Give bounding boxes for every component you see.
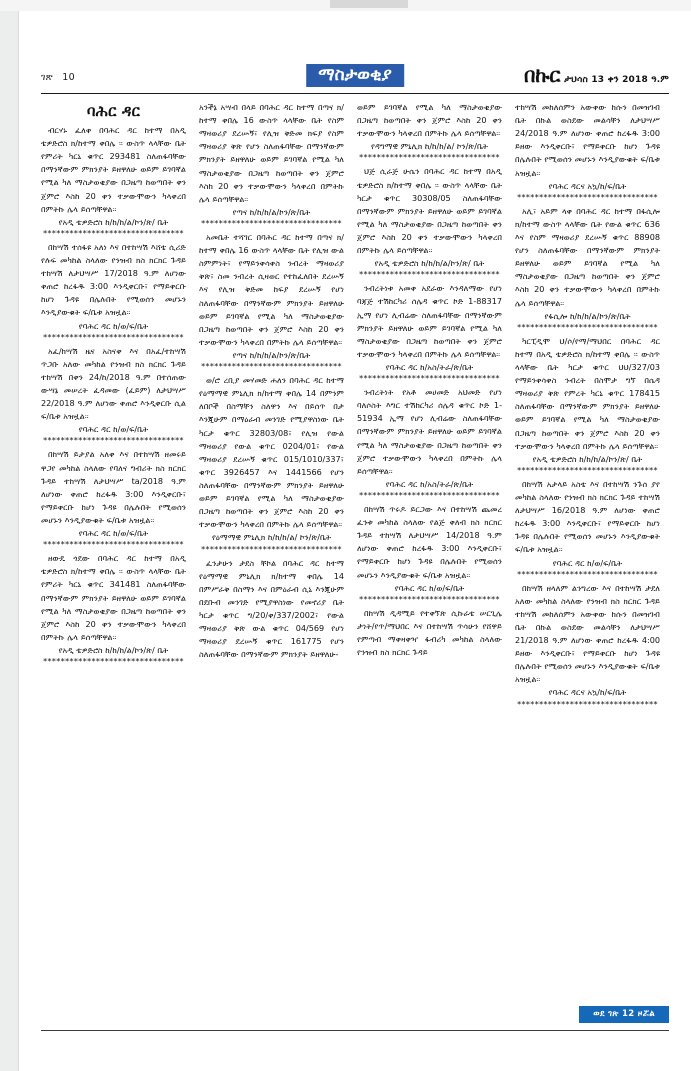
text-column <box>199 101 344 1031</box>
notice-block <box>199 101 344 230</box>
notice-block <box>41 124 186 240</box>
newspaper-page <box>19 11 691 1071</box>
notice-signature: የዳግማዊ ምኒሊክ ከ/ከ/ከ/ል/ ኮን/ጽ/ቤት <box>370 141 489 152</box>
notice-block <box>357 101 502 164</box>
notice-separator: ******************************** <box>517 192 658 202</box>
notice-paragraph: ንብረትነቱ አመቀ አደራው እንዳለማው የሆነ ባጃጅ ተሽከርካሪ ሰሌዳ ቁጥር ኮድ 1-88317 ኢማ የሆነ ሊብሬው ስለጠፋባቸው በማንኛውም ምክንያት ይዘዋለሁ ወይም ይገባኛል የሚል ካለ ማስታወቂያው በጋዜጣ ከወጣበት ቀን ጀምሮ ተቃውሞውን ካላቀረበ በምትኩ ሌላ ይሰጣቸዋል። <box>357 283 502 359</box>
notice-signature: የፋሲሎ ከ/ከ/ከ/ል/ኮን/ጽ/ቤት <box>544 310 631 321</box>
notice-signature: የአዲ ቴዎድሮስ ከ/ከ/ከ/ል/ኮን/ጽ/ ቤት <box>58 216 169 227</box>
nameplate-date: ታህሳስ 13 ቀን 2018 ዓ.ም <box>564 75 669 85</box>
notice-signature: የአዲ ቴዎድሮስ ከ/ከ/ከ/ል/ኮን/ጽ/ ቤት <box>532 453 643 464</box>
nameplate-title: በኩር <box>523 63 561 87</box>
notice-signature: የአዲ ቴዎድሮስ ከ/ከ/ከ/ል/ኮን/ጽ/ ቤት <box>374 258 485 269</box>
notice-separator: ******************************** <box>359 374 500 384</box>
notice-paragraph: አንችኔ አሣብ በላይ በባሕር ዳር ከተማ በጣና ክ/ከተማ ቀበሌ 16 ውስጥ ላላቸው ቤት የስም ማዛወሪያ ደረሡኝ፣ የሊዝ ቅድመ ክፍያ የስም ማዛወሪያ ቅጽ የሆን ስለጠፋባቸው በማንኛውም ምክንያት ይዘዋለሁ ወይም ይገባኛል የሚል ካለ ማስታወቂያው በጋዜጣ ከወጣበት ቀን ጀምሮ እስከ 20 ቀን ተቃውሞውን ካላቀረበ በምትኩ ሌላ ይሰጣቸዋል። <box>199 102 344 204</box>
notice-separator: ******************************** <box>359 594 500 604</box>
notice-signature: የጣና ከ/ከ/ከ/ል/ኮን/ጽ/ቤት <box>232 206 311 217</box>
notice-block <box>515 478 660 581</box>
notice-signature: የዕማማዊ ምኒሊክ ከ/ከ/ከ/ል/ ኮን/ጽ/ቤት <box>211 532 332 543</box>
notice-signature: የባሕር ዳር ከ/ወ/ፍ/ቤት <box>78 320 149 331</box>
notice-paragraph: ብርሃኑ ፈለቀ በባሕር ዳር ከተማ በአዲ ቴዎድሮስ ክ/ከተማ ቀበሌ ፡፡ ውስጥ ላላቸው ቤት የምሪት ካርኒ ቁጥር 293481 ስለጠፋባቸው በማንኛውም ምክንያት ይዘዋለሁ ወይም ይገባኛል የሚል ካለ ማስታወቂያው በጋዜጣ ከወጣበት ቀን ጀምሮ እስከ 20 ቀን ተቃውሞውን ካላቀረበ በምትኩ ሌላ ይሰጣቸዋል። <box>41 125 186 214</box>
notice-signature: የባሕር ዳር ከ/ወ/ፍ/ቤት <box>552 557 623 568</box>
notice-paragraph: ንብረትነት የአቶ መሀመድ አህመድ የሆነ ባለሶስት እግር ተሽከርካሪ ሰሌዳ ቁጥር ኮድ 1-51934 ኢማ የሆነ ሊብሬው ስለጠፋባቸው በማንኛውም ምክንያት ይዘዋለሁ ወይም ይገባኛል የሚል ካለ ማስታወቂያው በጋዜጣ ከወጣበት ቀን ጀምሮ ተቃውሞውን ካላቀረበ በምትኩ ሌላ ይሰጣቸዋል። <box>357 387 502 476</box>
section-heading: ባሕር ዳር <box>86 102 141 120</box>
notice-separator: ******************************** <box>43 657 184 667</box>
notice-paragraph: ወይም ይገባኛል የሚል ካለ ማስታወቂያው በጋዜጣ ከወጣበት ቀን ጀምሮ እስከ 20 ቀን ተቃውሞውን ካላቀረበ በምትኩ ሌላ ይሰጣቸዋል። <box>357 102 502 139</box>
notice-separator: ******************************** <box>201 218 342 228</box>
page-left-gutter <box>0 11 19 1071</box>
folio-label: ገጽ <box>41 72 53 83</box>
nameplate <box>524 63 669 87</box>
section-banner: ማስታወቂያ <box>306 64 404 87</box>
continue-to-page-badge[interactable]: ወደ ገጽ 12 ዞሯል <box>579 1006 669 1023</box>
notice-separator: ******************************** <box>43 436 184 446</box>
notice-signature: የባሕር ዳርና አኳ/ከ/ፍ/ቤት <box>548 180 627 191</box>
notice-signature: የባሕር ዳር ከ/ወ/ፍ/ቤት <box>78 528 149 539</box>
notice-block <box>199 557 344 662</box>
notice-paragraph: ዘውዴ ጎደው በባሕር ዳር ከተማ በአዲ ቴዎድሮስ ክ/ከተማ ቀበሌ ፡፡ ውስጥ ላላቸው ቤት የምሪት ካርኒ ቁጥር 341481 ስለጠፋባቸው በማንኛውም ምክንያት ይዘዋለሁ ወይም ይገባኛል የሚል ካለ ማስታወቂያው በጋዜጣ ከወጣበት ቀን ጀምሮ እስከ 20 ቀን ተቃውሞውን ካላቀረበ በምትኩ ሌላ ይሰጣቸዋል። <box>41 553 186 642</box>
folio-number: 10 <box>62 72 75 83</box>
notice-separator: ******************************** <box>201 544 342 554</box>
masthead-rule <box>41 93 669 94</box>
notice-signature: የባሕር ዳርና አኳ/ከ/ፍ/ቤት <box>548 687 627 698</box>
notice-signature: የአዲ ቴዎድሮስ ከ/ከ/ከ/ል/ኮን/ጽ/ ቤት <box>58 644 169 655</box>
notice-block <box>199 374 344 555</box>
notice-block <box>357 282 502 385</box>
notice-block <box>41 448 186 551</box>
footer-zone <box>41 997 669 1027</box>
notice-paragraph: አፈ/ከሣሽ ዜና አስናቀ እና በአፈ/ተከሣሽ ጥጋቡ አለው መካከል የንዝብ ክስ ክርክር ጉዳይ ተከሣሽ በቀን 24/ከ/2018 ዓ.ም በተሰጠው ውሣኔ መሠረት ፈዳመው (ፈይም) ለታህሣሥ 22/2018 ዓ.ም ለሆነው ቀጠሮ እንዲቀርቡ ሲል ፍ/ቤቱ አዝዟል። <box>41 345 186 422</box>
text-column <box>41 101 186 1031</box>
notice-separator: ******************************** <box>43 332 184 342</box>
notice-separator: ******************************** <box>359 153 500 163</box>
window-tab-strip <box>330 0 408 8</box>
notice-paragraph: በከሣሽ አታላይ አስቴ እና በተከሣሽ ንጉሰ ያየ መካከል ስላለው የንዝብ ክስ ክርክር ጉዳይ ተከሣሽ ለታህሣሥ 16/2018 ዓ.ም ለሆነው ቀጠሮ ከረፋዱ 3:00 እንዲቀርቡ፣ የማይቀርቡ ከሆነ ጉዳዩ በሌሉበት የሚወሰን መሆኑን እንዲያውቁት ፍ/ቤቱ አዝዟል። <box>515 478 660 555</box>
folio <box>41 72 75 83</box>
notice-block <box>41 345 186 448</box>
footer-rule <box>41 1030 669 1031</box>
notice-block <box>41 552 186 668</box>
notice-block <box>515 582 660 711</box>
notice-signature: የባሕር ዳር ከ/ወ/ፍ/ቤት <box>78 424 149 435</box>
notice-paragraph: አሊ፣ አይም ላቀ በባሕር ዳር ከተማ በፋሲሎ ክ/ከተማ ውስጥ ላላቸው ቤት የውል ቁጥር 636 እና የስም ማዛወሪያ ደረሡኝ ቁጥር 88908 የሆን ስለጠፋባቸው በማንኛውም ምክንያት ይዘዋለሁ ወይም ይገባኛል የሚል ካለ ማስታወቂያው በጋዜጣ ከወጣበት ቀን ጀምሮ እስከ 20 ቀን ተቃውሞውን ካላቀረበ በምትኩ ሌላ ይሰጣቸዋል። <box>515 205 660 308</box>
notice-separator: ******************************** <box>359 490 500 500</box>
notice-signature: የባሕር ዳር ከ/አስ/ትራ/ጽ/ቤት <box>385 478 474 489</box>
text-column <box>515 101 660 1031</box>
notice-signature: የባሕር ዳር ከ/አስ/ትራ/ጽ/ቤት <box>385 361 474 372</box>
notice-block <box>515 101 660 204</box>
notice-separator: ******************************** <box>43 228 184 238</box>
article-columns <box>41 101 669 1031</box>
notice-separator: ******************************** <box>201 362 342 372</box>
notice-block <box>515 205 660 334</box>
notice-paragraph: ወ/ሮ ረቢያ መሃመድ ሐለን በባሕር ዳር ከተማ የዕማማዊ ምኒሊክ ክ/ከተማ ቀበሌ 14 በምንም ለበቦች በስማቸን ስለዋን እና በይሰጥ በታ እንጂሁም በማዕራብ መንገድ የሚያዋስነው ቤት ካርታ ቁጥር 32803/08፣ የሊዝ የውል ማዛወሪያ የውል ቁጥር 0204/01፣ የውል ማዛወሪያ ደረሡኝ ቁጥር 015/1010/337፣ ቁጥር 3926457 እና 1441566 የሆን ስለጠፋባቸው በማንኛውም ምክንያት ይዘዋለሁ ወይም ይገባኛል የሚል ካለ ማስታወቂያው በጋዜጣ ከወጣበት ቀን ጀምሮ እስከ 20 ቀን ተቃውሞውን ካላቀረበ በምትኩ ሌላ ይሰጣቸዋል። <box>199 375 344 530</box>
notice-paragraph: ህጅ ሲራጅ ሁሴን በባሕር ዳር ከተማ በአዲ ቴዎድሮስ ክ/ከተማ ቀበሌ ፡፡ ውስጥ ላላቸው ቤት ካርታ ቁጥር 30308/05 ስለጠፋባቸው በማንኛውም ምክንያት ይዘዋለሁ ወይም ይገባኛል የሚል ካለ ማስታወቂያው በጋዜጣ ከወጣበት ቀን ጀምሮ እስከ 20 ቀን ተቃውሞውን ካላቀረበ በምትኩ ሌላ ይሰጣቸዋል። <box>357 166 502 256</box>
notice-paragraph: በከሣሽ ተሰፋዩ አለነ እና በተከሣሽ እሸቴ ሲሪድ የሉፍ መካከል ስላለው የንዝብ ክስ ክርክር ጉዳይ ተከሣሽ ለታህሣሥ 17/2018 ዓ.ም ለሆነው ቀጠሮ ከረፋዱ 3:00 እንዲቀርቡ፣ የማይቀርቡ ከሆነ ጉዳዩ በሌሉበት የሚወሰን መሆኑን እንዲያውቁት ፍ/ቤቱ አዝዟል። <box>41 241 186 318</box>
notice-block <box>357 503 502 606</box>
notice-paragraph: ካርፒዲሞ ህ/ሶ/የማ/ማህበር በባሕር ዳር ከተማ በአዲ ቴዎድሮስ ክ/ከተማ ቀበሌ ፡፡ ውስጥ ላላቸው ቤት ካርታ ቁጥር ህህ/327/03 የማይንቀሳቀስ ንብረት በስሞታ ግኘ በሴዳ ማዛወሪያ ቅጽ የምረት ካርኒ ቁጥር 178415 ስለጠፋባቸው በማንኛውም ምክንያት ይዘዋለሁ ወይም ይገባኛል የሚል ካለ ማስታወቂያው በጋዜጣ ከወጣበት ቀን ጀምሮ እስከ 20 ቀን ተቃውሞውን ካላቀረበ በምትኩ ሌላ ይሰጣቸዋል። <box>515 335 660 451</box>
notice-paragraph: ፈንታሁን ታደስ ቸኮል በባሕር ዳር ከተማ የዕማማዊ ምኒሊክ ክ/ከተማ ቀበሌ 14 በምሥራቅ በስማን እና በምዕራብ ሲኒ እንጂሁም በደቡብ መንገድ የሚያዋስነው የመኖሪያ ቤት ካርታ ቁጥር ግ/20/ቀ/337/2002፣ የውል ማዛወሪያ ቅጽ ውል ቁጥር 04/569 የሆነ ማዛወሪያ ደረሡኝ ቁጥር 161775 የሆን ስለጠፋባቸው በማንኛውም ምክንያት ይዘዋለሁ- <box>199 557 344 660</box>
notice-block <box>515 335 660 477</box>
notice-separator: ******************************** <box>43 540 184 550</box>
notice-separator: ******************************** <box>517 465 658 475</box>
notice-paragraph: በከሣሽ ጥሩዶ ይርጋው እና በተከሣሽ ጨመረ ፈንቱ መካከል ስላለው የልጅ ቀለብ ክስ ክርክር ጉዳይ ተከሣሽ ለታህሣሥ 14/2018 ዓ.ም ለሆነው ቀጠሮ ከረፋዱ 3:00 እንዲቀርቡ፣ የማይቀርቡ ከሆነ ጉዳዩ በሌሉበት የሚወሰን መሆኑን እንዲያውቁት ፍ/ቤቱ አዝዟል። <box>357 503 502 580</box>
notice-separator: ******************************** <box>517 322 658 332</box>
text-column <box>357 101 502 1031</box>
notice-signature: የጣና ከ/ከ/ከ/ል/ኮን/ጽ/ቤት <box>232 349 311 360</box>
notice-block <box>357 386 502 502</box>
notice-block <box>41 241 186 344</box>
notice-paragraph: አመቤት ተሻገር በባሕር ዳር ከተማ በጣና ክ/ከተማ ቀበሌ 16 ውስጥ ላላቸው ቤት የሊዝ ውል ስምምነት፣ የማይንቀሳቀስ ንብረት ማዛወሪያ ቅጽ፣ ስመ ንብረት ሲዛወር የተከፈለበት ደረሡኝ እና የሊዝ ቅድመ ከፍያ ደረሡኝ የሆነ ስለጠፋባቸው በማንኛውም ምክንያት ይዘዋለሁ ወይም ይገባኛል የሚል ካለ ማስታወቂያው በጋዜጣ ከወጣበት ቀን ጀምሮ እስከ 20 ቀን ተቃውሞውን ካላቀረበ በምትኩ ሌላ ይሰጣቸዋል። <box>199 231 344 347</box>
notice-paragraph: ተከሣሽ መከለሰምን አውቀው ከሱን በመዝገብ ቤት በኩል ወስደው መልሳቸን ለታህሣሥ 24/2018 ዓ.ም ለሆነው ቀጠሮ ከረፋዱ 3:00 ይዘው እንዲቀርቡ፣ የማይቀርቡ ከሆነ ጉዳዩ በሌሉበት የሚወሰን መሆኑን እንዲያውቁት ፍ/ቤቱ አዝዟል። <box>515 102 660 178</box>
notice-separator: ******************************** <box>517 569 658 579</box>
notice-block <box>199 231 344 373</box>
notice-paragraph: በከሣሽ ዘላለም ልንግረው እና በተከሣሽ ታደለ አለው መካከል ስላለው የንዝብ ክስ ክርክር ጉዳይ ተከሣሽ መከለሰምን አውቀው ከሱን በመዝገብ ቤት በኩል ወስደው መልሳቸን ለታህሣሥ 21/2018 ዓ.ም ለሆነው ቀጠሮ ከረፋዱ 4:00 ይዘው እንዲቀርቡ፣ የማይቀርቡ ከሆነ ጉዳዩ በሌሉበት የሚወሰን መሆኑን እንዲያውቁት ፍ/ቤቱ አዝዟል። <box>515 582 660 685</box>
notice-signature: የባሕር ዳር ከ/ወ/ፍ/ቤት <box>394 582 465 593</box>
notice-separator: ******************************** <box>359 270 500 280</box>
notice-separator: ******************************** <box>517 699 658 709</box>
notice-paragraph: በከሣሽ ይታያል አለቀ እና በተከሣሽ ዘመሩይ ዋጋየ መካከል ስላለው የባለና ግብሪት ክስ ክርክር ጉዳይ ተከሣሽ ለታህሣሥ ta/2018 ዓ.ም ለሆነው ቀጠሮ ከረፋዱ 3:00 እንዲቀርቡ፣ የማይቀርቡ ከሆነ ጉዳዩ በሌሉበት የሚወሰን መሆኑን እንዲያውቁት ፍ/ቤቱ አዝዟል። <box>41 449 186 525</box>
notice-block <box>357 607 502 659</box>
notice-paragraph: በከሣሽ ዲዳሚይ የተቀኘጽ ሲኩራቴ ሠርጊሌ ታነት/የጥ/ማህበር እና በተከሣሽ ጥሳሁን የሸዋይ የምጣብ ማቀዛቀዣ ፋብሪካ መካከል ስላለው የንዝብ ክስ ክርክር ጉዳይ <box>357 607 502 658</box>
notice-block <box>357 165 502 281</box>
masthead <box>41 45 669 91</box>
